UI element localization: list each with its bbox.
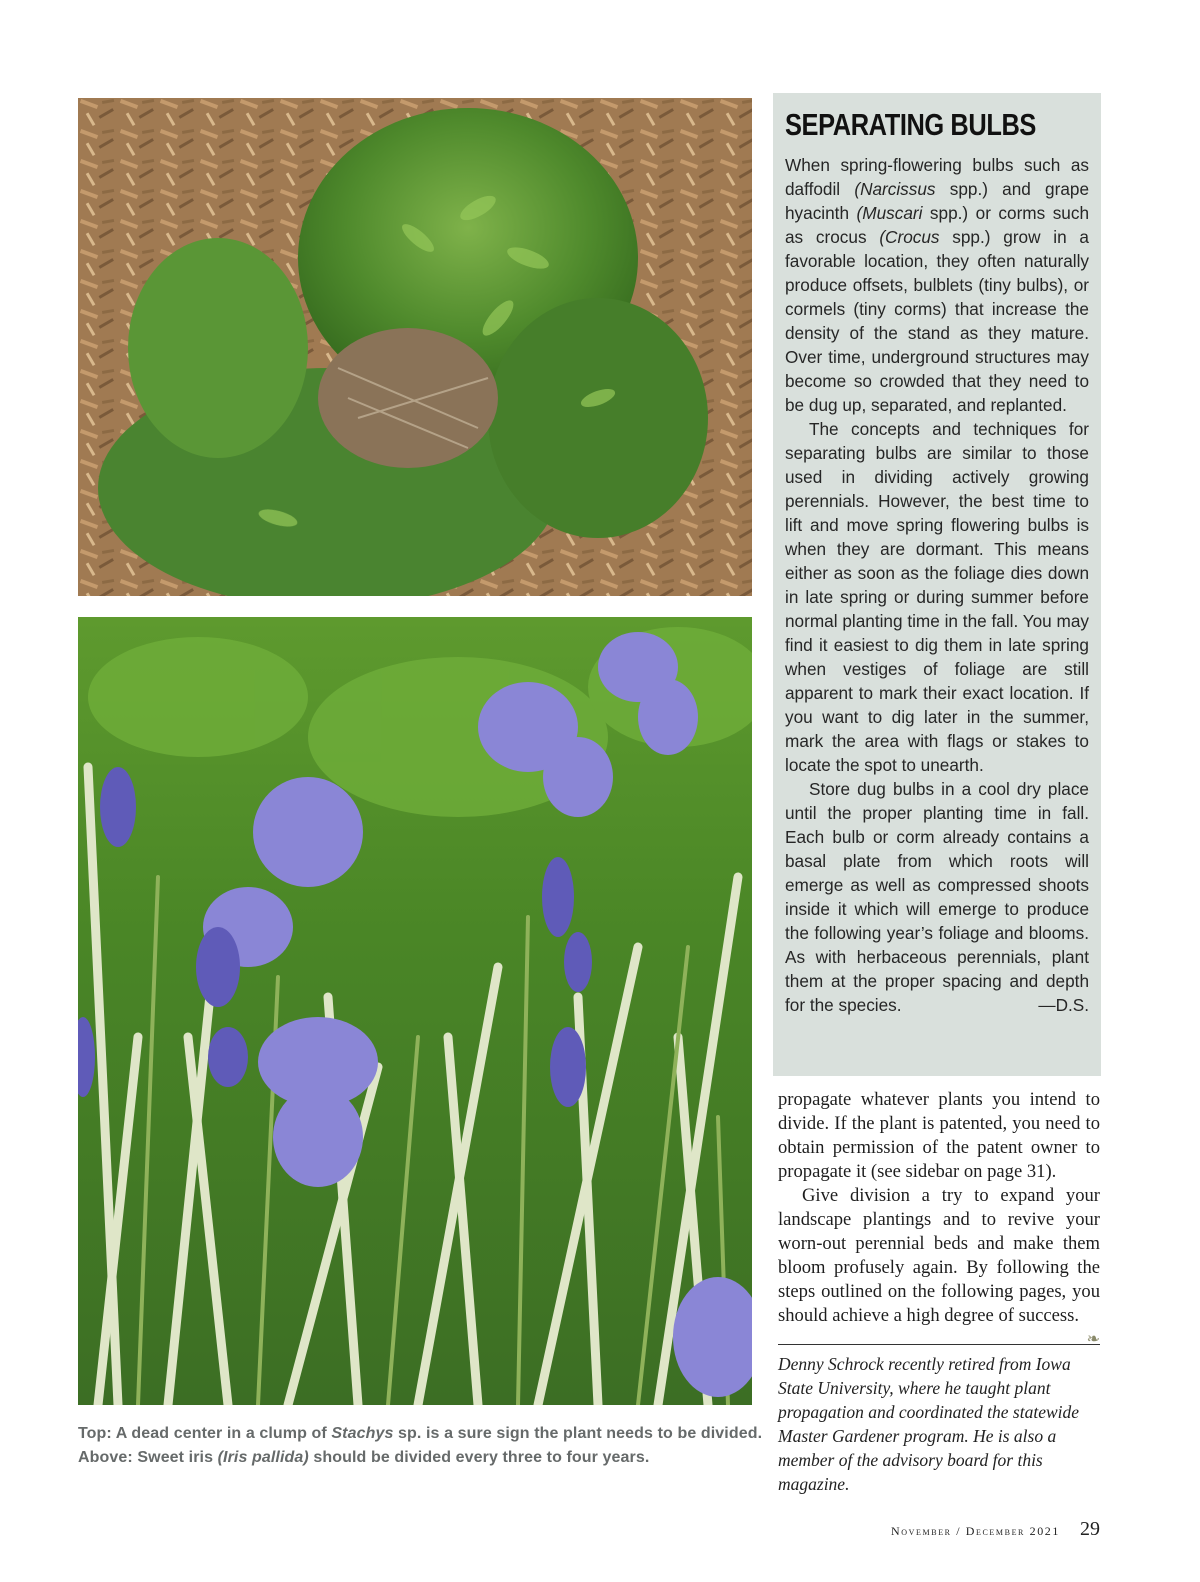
caption-italic: (Iris pallida): [217, 1449, 309, 1466]
caption-text: Above: Sweet iris: [78, 1449, 218, 1466]
separating-bulbs-sidebar: [773, 93, 1101, 1076]
end-mark-icon: ❧: [1086, 1331, 1100, 1348]
caption-text: should be divided every three to four years.: [308, 1449, 650, 1466]
page-number: 29: [1080, 1518, 1100, 1540]
caption-text: Top: A dead center in a clump of: [78, 1425, 332, 1442]
stachys-photo: [78, 98, 752, 596]
body-paragraph-1: propagate whatever plants you intend to divide. If the plant is patented, you need to obtain permission of the patent owner to propagate it (see sidebar on page 31).: [778, 1089, 1100, 1182]
page-footer: [891, 1518, 1100, 1541]
caption-text: sp. is a sure sign the plant needs to be divided.: [393, 1425, 763, 1442]
stachys-photo-art: [78, 98, 752, 596]
photo-caption: [78, 1422, 768, 1470]
author-bio: Denny Schrock recently retired from Iowa State University, where he taught plant propagation and coordinated the statewide Master Gardener program. He is also a member of the advisory board for this magazine.: [778, 1354, 1080, 1494]
caption-line-1: [78, 1422, 768, 1446]
article-body: [778, 1088, 1100, 1352]
sidebar-paragraph-3: Store dug bulbs in a cool dry place until the proper planting time in fall. Each bulb or corm already contains a basal plate from which roots will emerge as well as compressed shoots inside it which will emerge to produce the following year’s foliage and blooms. As with herbaceous perennials, plant them at the proper spacing and depth for the species. —D.S.: [785, 779, 1089, 1015]
caption-italic: Stachys: [331, 1425, 394, 1442]
sidebar-title: SEPARATING BULBS: [785, 107, 1036, 142]
sidebar-paragraph-1: When spring-flowering bulbs such as daffodil (Narcissus spp.) and grape hyacinth (Muscari spp.) or corms such as crocus (Crocus spp.) grow in a favorable location, they often naturally produce offsets, bulblets (tiny bulbs), or cormels (tiny corms) that increase the density of the stand as they mature. Over time, underground structures may become so crowded that they need to be dug up, separated, and replanted.: [785, 155, 1090, 415]
iris-photo: [78, 617, 752, 1405]
body-paragraph-2: Give division a try to expand your landscape plantings and to revive your worn-out perennial beds and make them bloom profusely again. By following the steps outlined on the following pages, you should achieve a high degree of success. ❧: [778, 1184, 1100, 1328]
sidebar-paragraph-2: The concepts and techniques for separating bulbs are similar to those used in dividing actively growing perennials. However, the best time to lift and move spring flowering bulbs is when they are dormant. This means either as soon as the foliage dies down in late spring or during summer before normal planting time in the fall. You may find it easiest to dig them in late spring when vestiges of foliage are still apparent to mark their exact location. If you want to dig later in the summer, mark the area with flags or stakes to locate the spot to unearth.: [785, 419, 1089, 775]
sidebar-signature: —D.S.: [1038, 995, 1089, 1015]
caption-line-2: [78, 1446, 768, 1470]
issue-date: November / December 2021: [891, 1524, 1060, 1538]
bio-divider: [778, 1344, 1100, 1345]
iris-photo-art: [78, 617, 752, 1405]
